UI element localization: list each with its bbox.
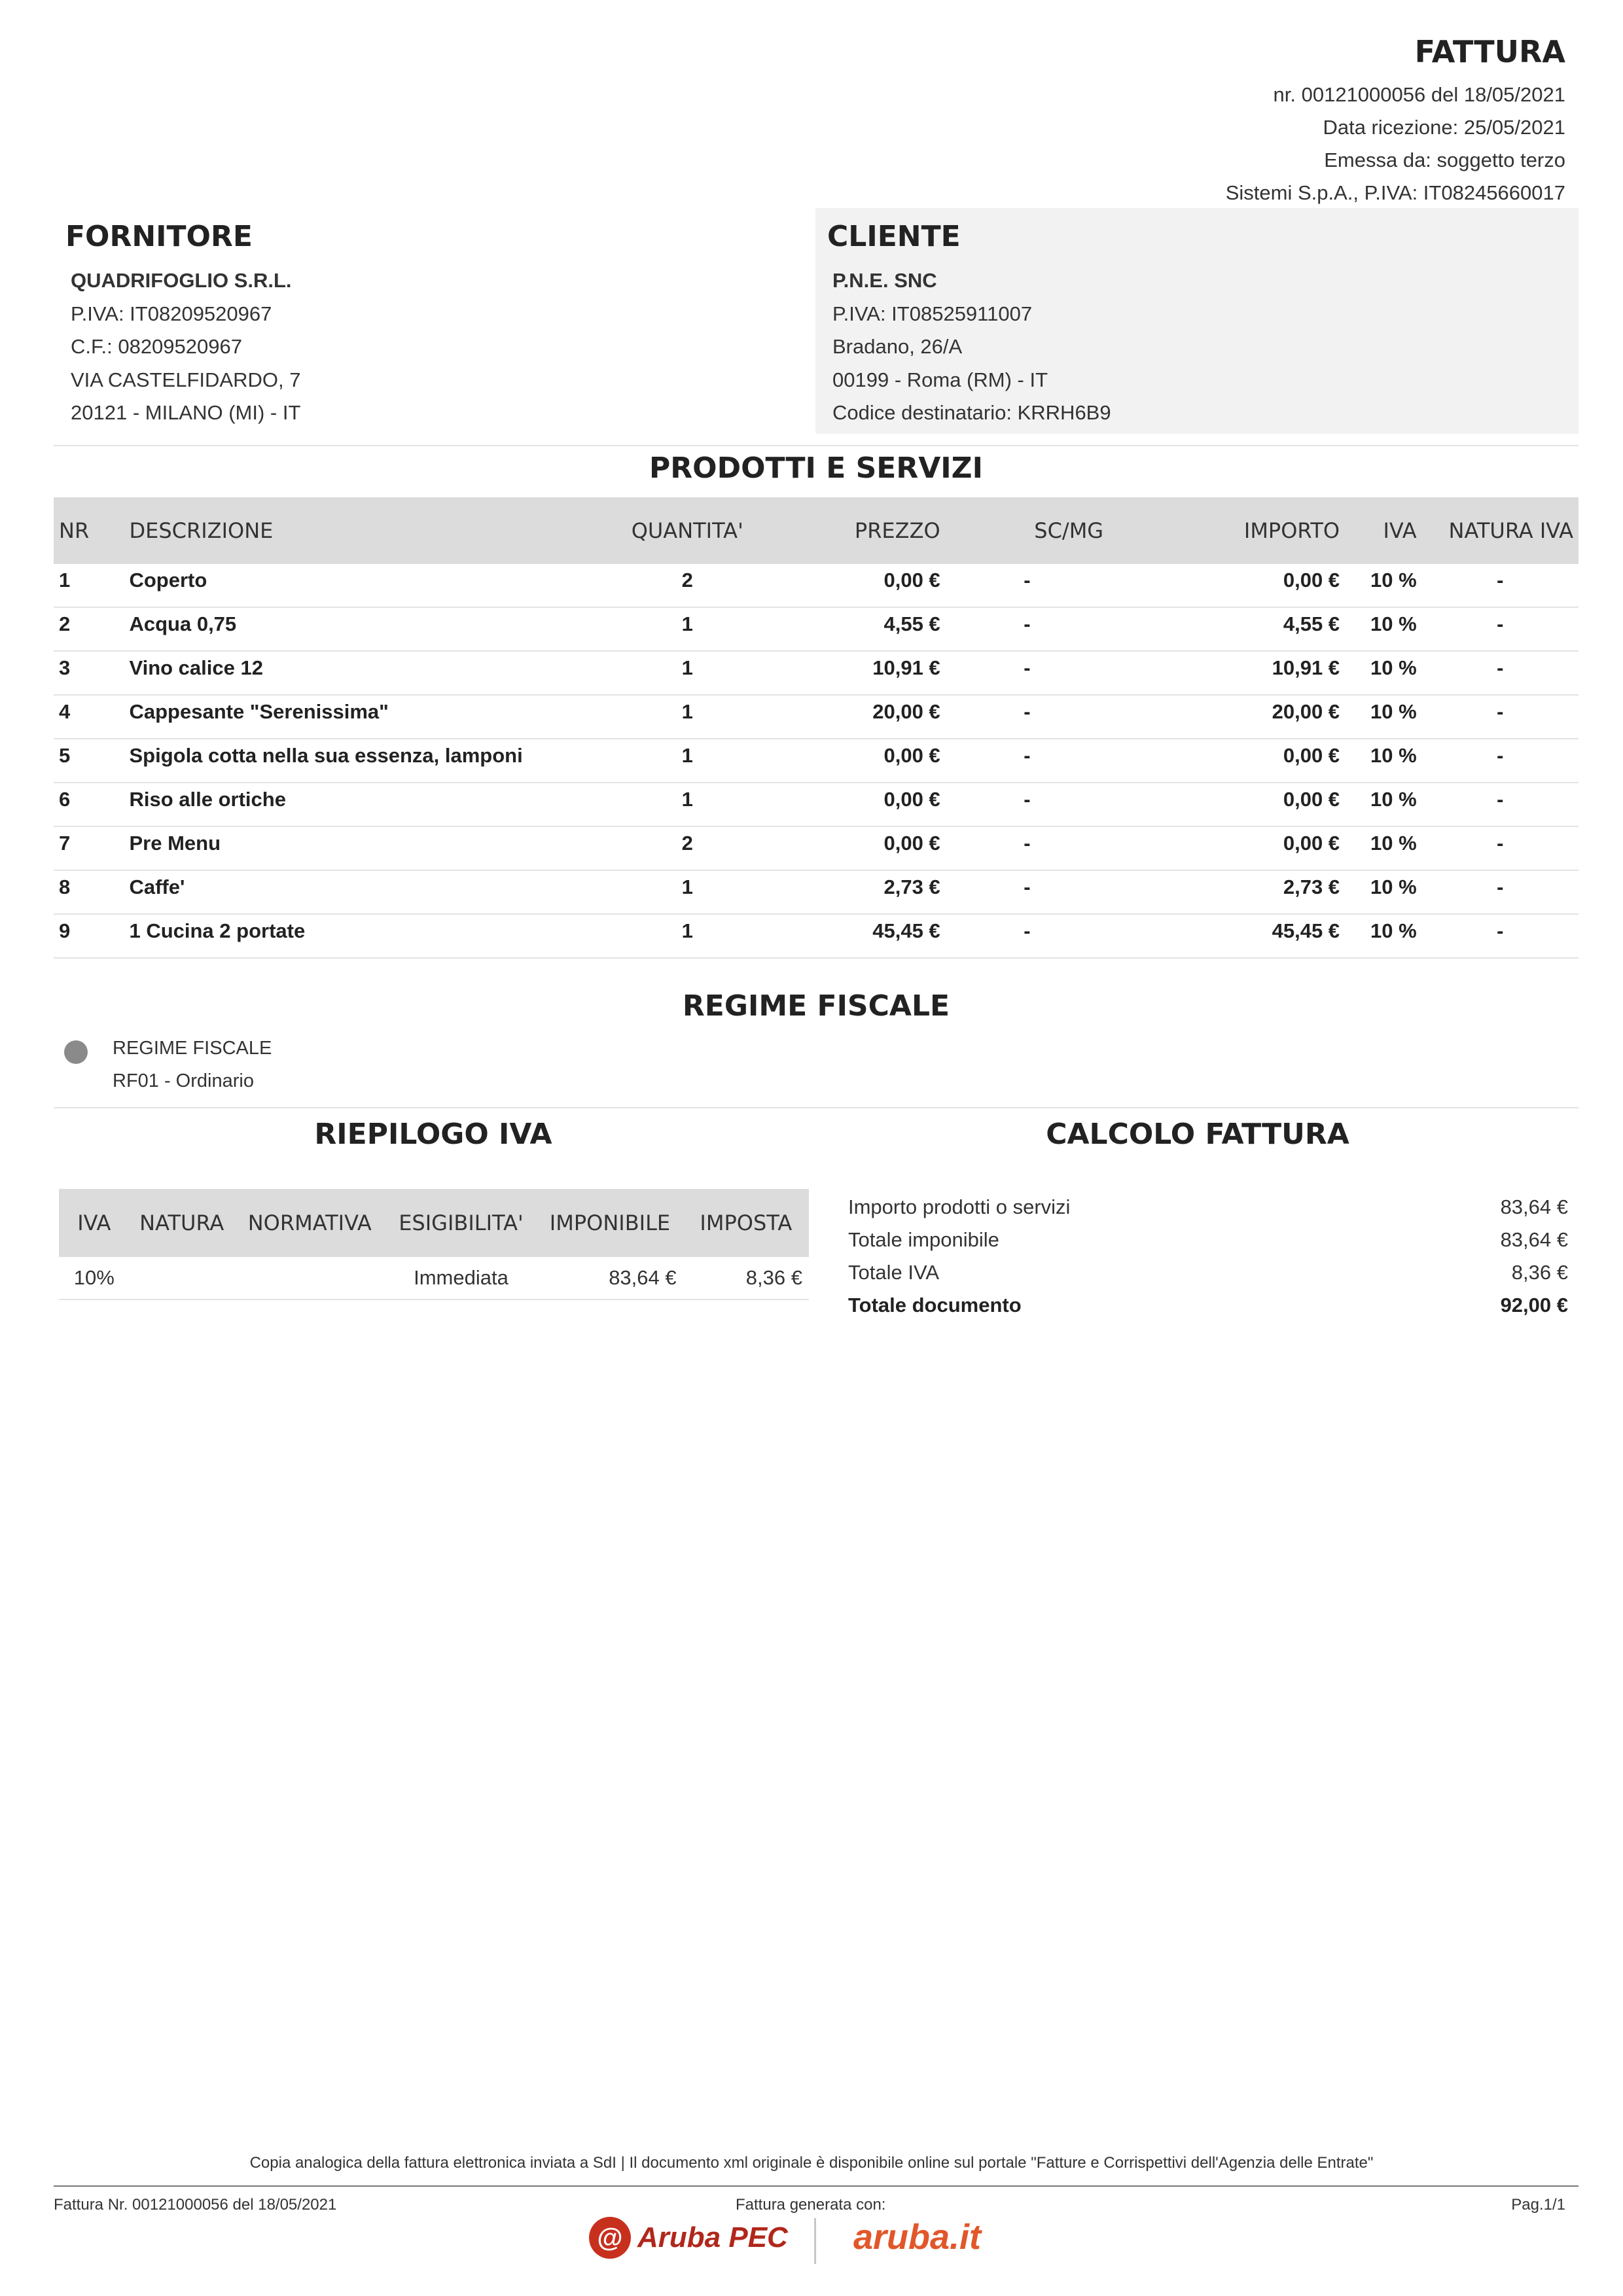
row-vat: 10 % (1345, 870, 1422, 914)
row-vat-nature: - (1422, 870, 1578, 914)
row-amount: 10,91 € (1109, 651, 1345, 695)
iva-summary-title: RIEPILOGO IVA (314, 1118, 552, 1151)
col-header: IMPORTO (1109, 497, 1345, 564)
calc-row (848, 1191, 1568, 1224)
col-header: IVA (1345, 497, 1422, 564)
client-piva: P.IVA: IT08525911007 (832, 302, 1033, 325)
issuer-info: Sistemi S.p.A., P.IVA: IT08245660017 (1225, 181, 1565, 204)
row-vat: 10 % (1345, 739, 1422, 783)
regime-value: RF01 - Ordinario (113, 1070, 254, 1091)
row-discount: - (946, 826, 1109, 870)
row-discount: - (946, 651, 1109, 695)
row-quantity: 2 (613, 826, 762, 870)
calc-label: Totale IVA (848, 1261, 940, 1284)
at-sign-icon: @ (589, 2217, 631, 2259)
row-discount: - (946, 695, 1109, 739)
supplier-name: QUADRIFOGLIO S.R.L. (71, 269, 292, 292)
row-number: 3 (54, 651, 124, 695)
row-vat: 10 % (1345, 783, 1422, 826)
row-vat: 10 % (1345, 695, 1422, 739)
calc-row (848, 1256, 1568, 1289)
divider (54, 1107, 1578, 1108)
aruba-it-logo: aruba.it (853, 2217, 982, 2257)
calc-label: Totale imponibile (848, 1228, 999, 1251)
table-header-row (54, 497, 1578, 564)
supplier-city: 20121 - MILANO (MI) - IT (71, 401, 301, 424)
calc-title: CALCOLO FATTURA (1046, 1118, 1349, 1151)
row-amount: 20,00 € (1109, 695, 1345, 739)
row-number: 9 (54, 914, 124, 958)
table-row (54, 607, 1578, 651)
client-block (815, 208, 1578, 434)
row-vat-nature: - (1422, 783, 1578, 826)
row-price: 0,00 € (762, 739, 946, 783)
calc-value: 8,36 € (1511, 1261, 1568, 1284)
bullet-icon (64, 1040, 88, 1064)
row-number: 8 (54, 870, 124, 914)
row-price: 0,00 € (762, 564, 946, 607)
iva-summary-table (59, 1189, 809, 1300)
calc-value: 83,64 € (1500, 1228, 1568, 1251)
client-recipient-code: Codice destinatario: KRRH6B9 (832, 401, 1111, 424)
iva-normativa (234, 1257, 385, 1299)
calc-value: 83,64 € (1500, 1195, 1568, 1218)
row-number: 5 (54, 739, 124, 783)
client-city: 00199 - Roma (RM) - IT (832, 368, 1048, 391)
table-row (54, 783, 1578, 826)
calc-total-row (848, 1289, 1568, 1322)
row-quantity: 2 (613, 564, 762, 607)
row-description: Vino calice 12 (124, 651, 612, 695)
col-header: DESCRIZIONE (124, 497, 612, 564)
iva-imposta: 8,36 € (683, 1257, 809, 1299)
regime-title: REGIME FISCALE (682, 989, 950, 1023)
row-quantity: 1 (613, 870, 762, 914)
row-description: 1 Cucina 2 portate (124, 914, 612, 958)
col-header: PREZZO (762, 497, 946, 564)
row-vat: 10 % (1345, 914, 1422, 958)
col-header: NORMATIVA (234, 1189, 385, 1257)
row-price: 10,91 € (762, 651, 946, 695)
iva-natura (130, 1257, 234, 1299)
row-number: 7 (54, 826, 124, 870)
row-amount: 45,45 € (1109, 914, 1345, 958)
table-row (54, 651, 1578, 695)
row-quantity: 1 (613, 739, 762, 783)
row-price: 0,00 € (762, 783, 946, 826)
row-amount: 0,00 € (1109, 826, 1345, 870)
document-header (1226, 34, 1565, 209)
row-discount: - (946, 607, 1109, 651)
col-header: SC/MG (946, 497, 1109, 564)
calc-label: Totale documento (848, 1294, 1022, 1316)
row-amount: 4,55 € (1109, 607, 1345, 651)
row-price: 45,45 € (762, 914, 946, 958)
footer-generated-by: Fattura generata con: (736, 2196, 886, 2214)
supplier-piva: P.IVA: IT08209520967 (71, 302, 272, 325)
row-vat-nature: - (1422, 607, 1578, 651)
aruba-pec-logo-text: Aruba PEC (637, 2221, 788, 2253)
calc-value: 92,00 € (1500, 1294, 1568, 1316)
table-row (54, 695, 1578, 739)
row-description: Coperto (124, 564, 612, 607)
logo-separator (814, 2218, 816, 2264)
col-header: IMPOSTA (683, 1189, 809, 1257)
supplier-block (54, 208, 780, 434)
row-amount: 0,00 € (1109, 564, 1345, 607)
row-quantity: 1 (613, 607, 762, 651)
table-row (54, 826, 1578, 870)
document-title: FATTURA (1414, 34, 1565, 69)
supplier-cf: C.F.: 08209520967 (71, 335, 242, 358)
row-vat-nature: - (1422, 739, 1578, 783)
row-quantity: 1 (613, 651, 762, 695)
calc-row (848, 1224, 1568, 1256)
row-discount: - (946, 914, 1109, 958)
row-number: 4 (54, 695, 124, 739)
client-address: Bradano, 26/A (832, 335, 963, 358)
row-vat-nature: - (1422, 826, 1578, 870)
table-row (54, 914, 1578, 958)
row-number: 1 (54, 564, 124, 607)
row-vat-nature: - (1422, 914, 1578, 958)
table-row (54, 870, 1578, 914)
col-header: IMPONIBILE (537, 1189, 683, 1257)
calc-block (848, 1191, 1568, 1322)
row-price: 4,55 € (762, 607, 946, 651)
col-header: NATURA IVA (1422, 497, 1578, 564)
col-header: NATURA (130, 1189, 234, 1257)
supplier-address: VIA CASTELFIDARDO, 7 (71, 368, 301, 391)
row-vat-nature: - (1422, 695, 1578, 739)
row-number: 2 (54, 607, 124, 651)
iva-rate: 10% (59, 1257, 130, 1299)
row-number: 6 (54, 783, 124, 826)
issued-by: Emessa da: soggetto terzo (1324, 149, 1565, 171)
row-vat: 10 % (1345, 826, 1422, 870)
footer-invoice-ref: Fattura Nr. 00121000056 del 18/05/2021 (54, 2196, 337, 2214)
client-name: P.N.E. SNC (832, 269, 937, 292)
col-header: ESIGIBILITA' (385, 1189, 537, 1257)
row-price: 2,73 € (762, 870, 946, 914)
iva-esigibilita: Immediata (385, 1257, 537, 1299)
row-description: Spigola cotta nella sua essenza, lamponi (124, 739, 612, 783)
row-amount: 0,00 € (1109, 783, 1345, 826)
row-price: 20,00 € (762, 695, 946, 739)
row-quantity: 1 (613, 695, 762, 739)
row-description: Pre Menu (124, 826, 612, 870)
table-row (54, 739, 1578, 783)
table-row (59, 1257, 809, 1299)
row-vat: 10 % (1345, 651, 1422, 695)
footer-page-number: Pag.1/1 (1511, 2196, 1565, 2214)
invoice-number: nr. 00121000056 del 18/05/2021 (1273, 83, 1565, 106)
row-amount: 0,00 € (1109, 739, 1345, 783)
row-discount: - (946, 783, 1109, 826)
iva-imponibile: 83,64 € (537, 1257, 683, 1299)
footer-note: Copia analogica della fattura elettronica inviata a SdI | Il documento xml originale è disponibile online sul portale "Fatture e Corrispettivi dell'Agenzia delle Entrate" (249, 2154, 1374, 2172)
row-vat: 10 % (1345, 564, 1422, 607)
table-header-row (59, 1189, 809, 1257)
aruba-pec-logo (589, 2217, 788, 2259)
products-table (54, 497, 1578, 959)
row-description: Acqua 0,75 (124, 607, 612, 651)
calc-label: Importo prodotti o servizi (848, 1195, 1071, 1218)
col-header: QUANTITA' (613, 497, 762, 564)
row-discount: - (946, 739, 1109, 783)
row-description: Caffe' (124, 870, 612, 914)
row-price: 0,00 € (762, 826, 946, 870)
regime-label: REGIME FISCALE (113, 1038, 272, 1059)
products-title: PRODOTTI E SERVIZI (649, 451, 983, 485)
row-quantity: 1 (613, 783, 762, 826)
row-description: Cappesante "Serenissima" (124, 695, 612, 739)
row-vat: 10 % (1345, 607, 1422, 651)
table-row (54, 564, 1578, 607)
row-vat-nature: - (1422, 651, 1578, 695)
row-vat-nature: - (1422, 564, 1578, 607)
footer-divider (54, 2185, 1578, 2187)
reception-date: Data ricezione: 25/05/2021 (1323, 116, 1565, 139)
client-title: CLIENTE (827, 220, 961, 253)
supplier-title: FORNITORE (65, 220, 253, 253)
col-header: NR (54, 497, 124, 564)
row-discount: - (946, 870, 1109, 914)
row-amount: 2,73 € (1109, 870, 1345, 914)
row-quantity: 1 (613, 914, 762, 958)
col-header: IVA (59, 1189, 130, 1257)
divider (54, 445, 1578, 446)
row-description: Riso alle ortiche (124, 783, 612, 826)
row-discount: - (946, 564, 1109, 607)
